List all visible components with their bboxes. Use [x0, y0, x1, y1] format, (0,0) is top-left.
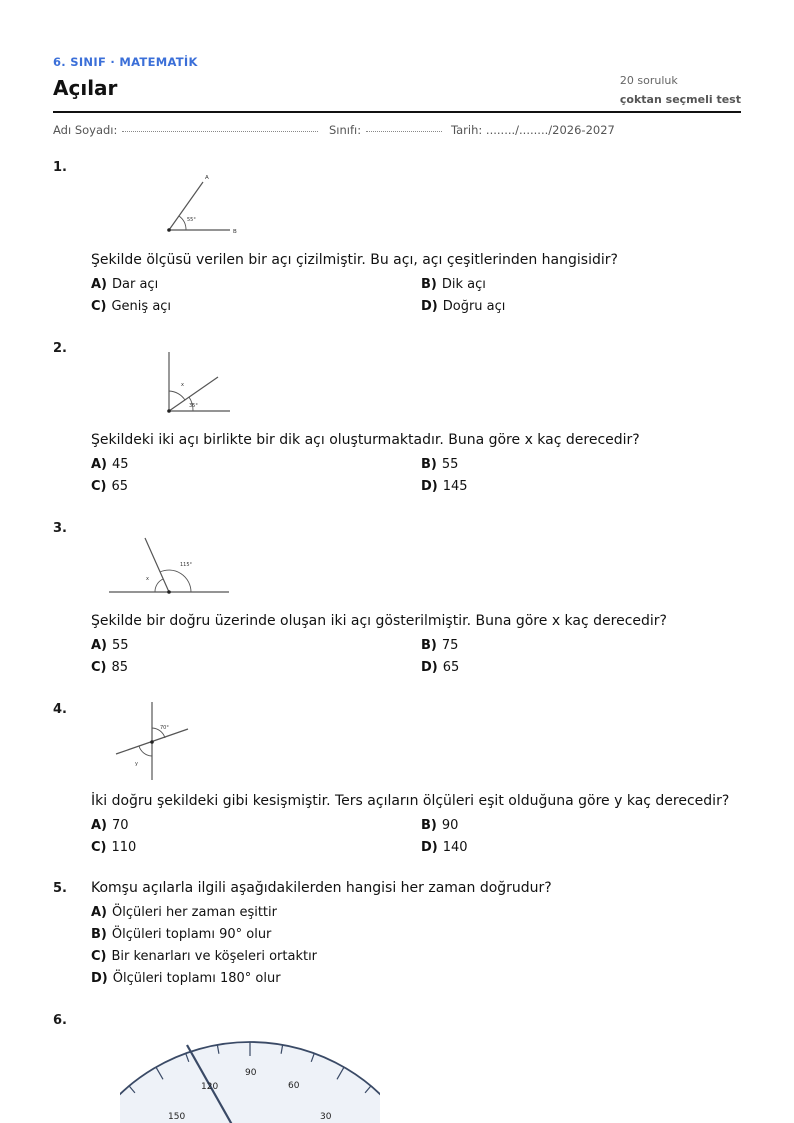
question-number: 3.	[53, 521, 67, 536]
name-label: Adı Soyadı:	[53, 123, 118, 137]
right-angle-figure	[160, 347, 240, 417]
test-meta	[620, 71, 741, 109]
class-blank[interactable]	[366, 130, 442, 132]
question-text: İki doğru şekildeki gibi kesişmiştir. Ters açıların ölçüleri eşit olduğuna göre y kaç derecedir?	[91, 793, 730, 809]
option-c[interactable]: C) Bir kenarları ve köşeleri ortaktır	[91, 949, 318, 964]
option-c[interactable]: C) 110	[91, 840, 137, 855]
header-divider	[53, 111, 741, 113]
name-field[interactable]	[53, 123, 318, 137]
question-number: 4.	[53, 702, 67, 717]
question-number: 1.	[53, 160, 67, 175]
test-type: çoktan seçmeli test	[619, 93, 741, 106]
option-d[interactable]: D) Doğru açı	[421, 299, 506, 314]
option-d[interactable]: D) Ölçüleri toplamı 180° olur	[91, 971, 281, 986]
option-a[interactable]: A) 45	[91, 457, 129, 472]
option-a[interactable]: A) 70	[91, 818, 129, 833]
angle-label: 35°	[189, 403, 198, 409]
point-a-label: A	[205, 175, 209, 181]
option-b[interactable]: B) 90	[421, 818, 459, 833]
question-text: Şekildeki iki açı birlikte bir dik açı oluşturmaktadır. Buna göre x kaç derecedir?	[91, 432, 640, 448]
option-a[interactable]: A) 55	[91, 638, 129, 653]
x-label: x	[181, 382, 184, 388]
option-a[interactable]: A) Dar açı	[91, 277, 159, 292]
angle-label: 55°	[187, 217, 196, 223]
option-d[interactable]: D) 65	[421, 660, 460, 675]
class-field[interactable]	[329, 123, 442, 137]
protractor-figure	[120, 1030, 380, 1123]
option-b[interactable]: B) 55	[421, 457, 459, 472]
tick-label-30: 30	[320, 1112, 332, 1122]
option-b[interactable]: B) Ölçüleri toplamı 90° olur	[91, 927, 272, 942]
option-c[interactable]: C) 65	[91, 479, 129, 494]
class-label: Sınıfı:	[329, 123, 362, 137]
option-b[interactable]: B) Dik açı	[421, 277, 486, 292]
tick-label-90: 90	[245, 1068, 257, 1078]
y-label: y	[135, 761, 138, 767]
angle-label: 115°	[180, 562, 193, 568]
name-blank[interactable]	[122, 130, 318, 132]
option-c[interactable]: C) 85	[91, 660, 129, 675]
option-a[interactable]: A) Ölçüleri her zaman eşittir	[91, 905, 277, 920]
subject-label: 6. SINIF · MATEMATİK	[53, 55, 198, 69]
question-text: Şekilde ölçüsü verilen bir açı çizilmiştir. Bu açı, açı çeşitlerinden hangisidir?	[91, 252, 618, 268]
option-c[interactable]: C) Geniş açı	[91, 299, 172, 314]
vertical-angles-figure	[110, 700, 195, 785]
date-label: Tarih: ......../......../2026-2027	[451, 123, 615, 137]
question-number: 5.	[53, 881, 67, 896]
angle-label: 70°	[160, 725, 169, 731]
question-text: Şekilde bir doğru üzerinde oluşan iki açı gösterilmiştir. Buna göre x kaç derecedir?	[91, 613, 667, 629]
option-b[interactable]: B) 75	[421, 638, 459, 653]
option-d[interactable]: D) 140	[421, 840, 468, 855]
point-b-label: B	[233, 229, 237, 235]
straight-angle-figure	[105, 533, 235, 598]
acute-angle-figure	[160, 170, 250, 238]
question-number: 2.	[53, 341, 67, 356]
question-number: 6.	[53, 1013, 67, 1028]
question-text: Komşu açılarla ilgili aşağıdakilerden hangisi her zaman doğrudur?	[91, 880, 552, 896]
x-label: x	[146, 576, 149, 582]
date-field[interactable]	[451, 123, 615, 137]
tick-label-150: 150	[168, 1112, 186, 1122]
page-title: Açılar	[53, 76, 118, 100]
tick-label-60: 60	[288, 1081, 300, 1091]
option-d[interactable]: D) 145	[421, 479, 468, 494]
tick-label-120: 120	[201, 1082, 219, 1092]
question-count: 20 soruluk	[619, 74, 678, 87]
protractor-scale	[120, 1042, 380, 1123]
